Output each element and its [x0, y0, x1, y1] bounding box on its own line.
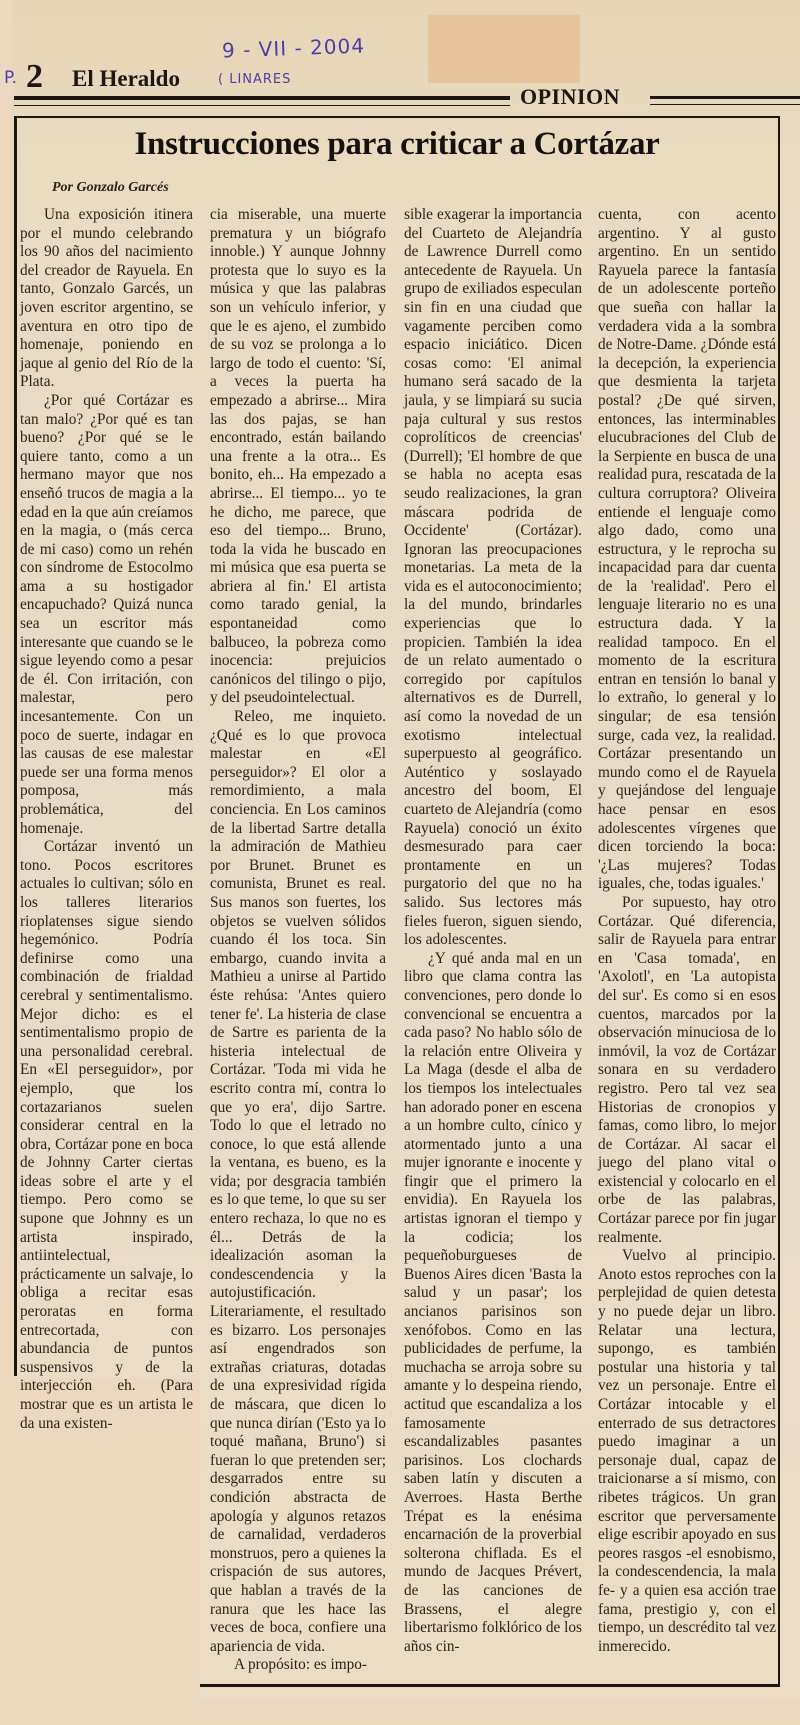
paragraph: A propósito: es impo- — [234, 1656, 367, 1674]
clipping-cut-edge — [200, 1700, 800, 1725]
paragraph: ¿Por qué Cortázar es tan malo? ¿Por qué es tan bueno? ¿Por qué se le quiere tanto, como a un hermano mayor que nos enseñó trucos de magia a la edad en la que aún creíamos en la magia, o (más cerca de mi caso) como un rehén con síndrome de Estocolmo ama a su hostigador encapuchado? Quizá nunca sea un escritor más interesante que cuando se le sigue leyendo como a pesar de él. Con irritación, con malestar, pero incesantemente. Con un poco de suerte, indagar en las causas de ese malestar puede ser una forma menos pomposa, más problemática, del homenaje. — [20, 391, 193, 837]
paragraph: cuenta, con acento argentino. Y al gusto argentino. En un sentido Rayuela parece la fantasía de un adolescente porteño que sueña con hallar la verdadera vida a la sombra de Notre-Dame. ¿Dónde está la decepción, la experiencia que desmienta la tarjeta postal? ¿De qué sirven, entonces, las interminables elucubraciones del Club de la Serpiente en busca de una realidad pura, rescatada de la cultura corruptora? Oliveira entiende el lenguaje como algo dado, como una estructura, y le reprocha su incapacidad para dar cuenta de la 'realidad'. Pero el lenguaje literario no es una estructura dada. Y la realidad tampoco. En el momento de la escritura entran en tensión lo banal y lo extraño, lo general y lo singular; de esa tensión surge, cada vez, la realidad. Cortázar presentando un mundo como el de Rayuela y quejándose del lenguaje hace pensar en esos adolescentes vírgenes que dicen torciendo la boca: '¿Las mujeres? Todas iguales, che, todas iguales.' — [598, 206, 776, 893]
article-headline: Instrucciones para criticar a Cortázar — [134, 126, 660, 162]
article-box-border — [200, 1684, 780, 1687]
article-column-1 — [20, 206, 193, 1433]
header-rule — [650, 96, 800, 105]
article-box-border — [14, 116, 780, 118]
paragraph: Cortázar inventó un tono. Pocos escritores actuales lo cultivan; sólo en los talleres literarios rioplatenses sigue siendo hegemónico. Podría definirse como una combinación de frialdad cerebral y sentimentalismo. Mejor dicho: es el sentimentalismo propio de una personalidad cerebral. En «El perseguidor», por ejemplo, que los cortazarianos suelen considerar central en la obra, Cortázar pone en boca de Johnny Carter ciertas ideas sobre el arte y el tiempo. Pero como se supone que Johnny es un artista inspirado, antiintelectual, prácticamente un salvaje, lo obliga a recitar esas peroratas en forma entrecortada, con abundancia de puntos suspensivos y de la interjección eh. (Para mostrar que es un artista le da una existen- — [20, 838, 193, 1432]
paragraph: Vuelvo al principio. Anoto estos reproches con la perplejidad de quien detesta y no puede dejar un libro. Relatar una lectura, supongo, es también postular una historia y tal vez un personaje. Entre el Cortázar intocable y el enterrado de sus detractores puedo imaginar a un personaje dual, capaz de traicionarse a sí mismo, con ribetes trágicos. Un gran escritor que perversamente elige escribir apoyado en sus peores rasgos -el esnobismo, la condescendencia, la mala fe- y a quien esa acción trae fama, prestigio y, con el tiempo, un descrédito tal vez inmerecido. — [598, 1247, 776, 1655]
paragraph: ¿Y qué anda mal en un libro que clama contra las convenciones, pero donde lo convencional se encuentra a cada paso? No hablo sólo de la relación entre Oliveira y La Maga (desde el alba de los tiempos los intelectuales han adorado poner en escena a un hombre culto, cínico y atormentado junto a una mujer ignorante e inocente y fingir que el primero la envidia). En Rayuela los artistas ignoran el tiempo y la codicia; los pequeñoburgueses de Buenos Aires dicen 'Basta la salud y un pasar'; los ancianos parisinos son xenófobos. Como en las publicidades de perfume, la muchacha se arroja sobre su amante y lo despeina riendo, actitud que escandaliza a los famosamente escandalizables pasantes parisinos. Los clochards saben latín y discuten a Averroes. Hasta Berthe Trépat es la enésima encarnación de la proverbial solterona chiflada. Es el mundo de Jacques Prévert, de las canciones de Brassens, el alegre libertarismo folklórico de los años cin- — [404, 949, 582, 1655]
paragraph: Releo, me inquieto. ¿Qué es lo que provoca malestar en «El perseguidor»? El olor a remordimiento, a mala conciencia. En Los caminos de la libertad Sartre detalla la admiración de Mathieu por Brunet. Brunet es comunista, Brunet es real. Sus manos son fuertes, los objetos se vuelven sólidos cuando él los toca. Sin embargo, cuando invita a Mathieu a unirse al Partido éste rehúsa: 'Antes quiero tener fe'. La histeria de clase de Sartre es parienta de la histeria intelectual de Cortázar. 'Toda mi vida he escrito contra mí, contra lo que yo era', dijo Sartre. Todo lo que el letrado no conoce, lo que está allende la ventana, es bueno, es la vida; por desgracia también es lo que teme, lo que su ser entero rechaza, lo que no es él... Detrás de la idealización asoman la condescendencia y la autojustificación. Literariamente, el resultado es bizarro. Los personajes así engendrados son extrañas criaturas, dotadas de una expresividad rígida de máscara, que dicen lo que nunca dirían ('Esto ya lo toqué mañana, Bruno') si fueran lo que pretenden ser; desgarrados entre su condición abstracta de apología y algunos retazos de carnalidad, verdaderos monstruos, pero a quienes la crispación de sus autores, que hablan a través de la ranura que les hace las veces de boca, confiere una apariencia de vida. — [210, 708, 386, 1655]
handwritten-date: 9 - VII - 2004 — [221, 33, 366, 63]
article-column-4 — [598, 206, 776, 1656]
handwritten-city: ( LINARES — [218, 72, 292, 87]
paragraph: sible exagerar la importancia del Cuarteto de Alejandría de Lawrence Durrell como antecedente de Rayuela. Un grupo de exiliados especulan sin fin en una ciudad que vagamente perciben como espacio iniciático. Dicen cosas como: 'El animal humano será sacado de la jaula, y se limpiará su sucia paja cultural y sus restos coprolíticos de creencias' (Durrell); 'El hombre de que se habla no acepta esas seudo realizaciones, la gran máscara podrida de Occidente' (Cortázar). Ignoran las preocupaciones monetarias. La meta de la vida es el autoconocimiento; la del mundo, brindarles experiencias que lo propicien. También la idea de un relato aumentado o corregido por capítulos alternativos es de Durrell, así como la novedad de un exotismo intelectual superpuesto al geográfico. Auténtico y soslayado ancestro del boom, El cuarteto de Alejandría (como Rayuela) conoció un éxito desmesurado para caer prontamente en un purgatorio del que no ha salido. Sus lectores más fieles fueron, siguen siendo, los adolescentes. — [404, 206, 582, 949]
article-box-border — [778, 116, 780, 1686]
section-label: OPINION — [520, 84, 621, 109]
article-byline: Por Gonzalo Garcés — [52, 180, 169, 195]
header-rule — [14, 96, 510, 106]
paragraph: Una exposición itinera por el mundo celebrando los 90 años del nacimiento del creador de Rayuela. En tanto, Gonzalo Garcés, un joven escritor argentino, se aventura en otro tipo de homenaje, poniendo en jaque al genio del Río de la Plata. — [20, 206, 193, 391]
paragraph: cia miserable, una muerte prematura y un biógrafo innoble.) Y aunque Johnny protesta que lo suyo es la música y que las palabras son un vehículo inferior, y que le es ajeno, el zumbido de su voz se prolonga a lo largo de todo el cuento: 'Sí, a veces la puerta ha empezado a abrirse... Mira las dos pajas, se han encontrado, están bailando una frente a la otra... Es bonito, eh... Ha empezado a abrirse... El tiempo... yo te he dicho, me parece, que eso del tiempo... Bruno, toda la vida he buscado en mi música que esa puerta se abriera al fin.' El artista como tarado genial, la espontaneidad como balbuceo, la pobreza como inocencia: prejuicios canónicos del tilingo o pijo, y del pseudointelectual. — [210, 206, 386, 707]
page-number: 2 — [26, 58, 43, 95]
article-column-2 — [210, 206, 386, 1675]
article-box-border — [14, 116, 17, 1376]
redacted-area — [428, 15, 580, 83]
handwritten-page-marker: P. — [4, 68, 18, 88]
article-column-3 — [404, 206, 582, 1656]
paragraph: Por supuesto, hay otro Cortázar. Qué diferencia, salir de Rayuela para entrar en 'Casa tomada', en 'Axolotl', en 'La autopista del sur'. Es como si en esos cuentos, marcados por la observación minuciosa de lo inmóvil, la voz de Cortázar sonara en su verdadero registro. Pero tal vez sea Historias de cronopios y famas, como libro, lo mejor de Cortázar. Al sacar el juego del plano vital o existencial y colocarlo en el orbe de las palabras, Cortázar parece por fin jugar realmente. — [598, 893, 776, 1246]
newspaper-name: El Heraldo — [72, 66, 180, 91]
